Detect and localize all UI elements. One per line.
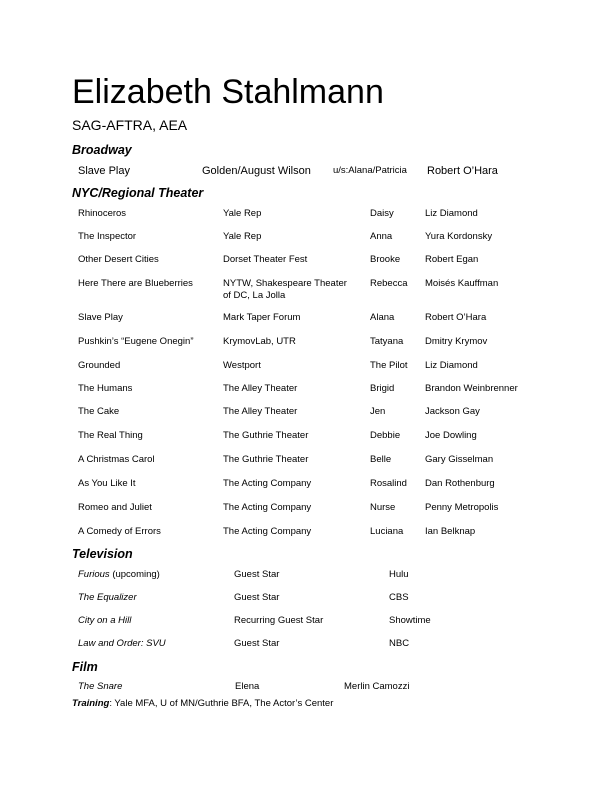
tv-show: Law and Order: SVU [78, 638, 166, 649]
regional-director: Penny Metropolis [425, 502, 499, 513]
regional-theater: The Alley Theater [223, 406, 298, 417]
tv-network: NBC [389, 638, 410, 649]
regional-director: Dmitry Krymov [425, 336, 488, 347]
regional-director: Robert Egan [425, 254, 479, 265]
regional-director: Ian Belknap [425, 526, 476, 537]
regional-role: Rebecca [370, 278, 408, 289]
regional-role: Debbie [370, 430, 401, 441]
regional-theater: The Acting Company [223, 502, 312, 513]
regional-show: Romeo and Juliet [78, 502, 152, 513]
regional-role: Nurse [370, 502, 396, 513]
tv-show-line [78, 638, 166, 650]
training-text: : Yale MFA, U of MN/Guthrie BFA, The Actor’s Center [109, 698, 334, 709]
regional-role: Brooke [370, 254, 401, 265]
regional-director: Joe Dowling [425, 430, 477, 441]
union-affiliations: SAG-AFTRA, AEA [72, 117, 188, 133]
regional-director: Gary Gisselman [425, 454, 494, 465]
tv-network: Hulu [389, 569, 409, 580]
regional-theater: NYTW, Shakespeare Theater [223, 278, 347, 289]
regional-theater: Yale Rep [223, 231, 262, 242]
film-role: Elena [235, 681, 260, 692]
broadway-theater: Golden/August Wilson [202, 165, 311, 177]
regional-role: Anna [370, 231, 393, 242]
regional-theater: The Acting Company [223, 526, 312, 537]
regional-role: Rosalind [370, 478, 407, 489]
broadway-show: Slave Play [78, 165, 130, 177]
tv-show-line [78, 615, 131, 627]
regional-director: Liz Diamond [425, 360, 478, 371]
regional-show: As You Like It [78, 478, 136, 489]
broadway-role: u/s:Alana/Patricia [333, 165, 407, 176]
regional-show: The Inspector [78, 231, 137, 242]
regional-theater: Westport [223, 360, 261, 371]
regional-show: A Christmas Carol [78, 454, 155, 465]
tv-show: City on a Hill [78, 615, 132, 626]
regional-role: Daisy [370, 208, 394, 219]
regional-role: Jen [370, 406, 386, 417]
section-heading-broadway: Broadway [72, 143, 132, 157]
training-label: Training [72, 698, 110, 709]
regional-theater-line2: of DC, La Jolla [223, 290, 286, 301]
regional-show: Here There are Blueberries [78, 278, 193, 289]
regional-role: Brigid [370, 383, 395, 394]
section-heading-film: Film [72, 660, 98, 674]
regional-theater: Mark Taper Forum [223, 312, 301, 323]
film-title: The Snare [78, 681, 123, 692]
regional-show: Grounded [78, 360, 121, 371]
actor-name: Elizabeth Stahlmann [72, 73, 384, 111]
regional-director: Dan Rothenburg [425, 478, 495, 489]
film-director: Merlin Camozzi [344, 681, 410, 692]
regional-director: Liz Diamond [425, 208, 478, 219]
tv-role: Guest Star [234, 638, 280, 649]
regional-theater: KrymovLab, UTR [223, 336, 296, 347]
regional-show: The Cake [78, 406, 120, 417]
regional-theater: The Alley Theater [223, 383, 298, 394]
regional-theater: The Acting Company [223, 478, 312, 489]
regional-show: Slave Play [78, 312, 123, 323]
tv-role: Guest Star [234, 592, 280, 603]
regional-role: Alana [370, 312, 395, 323]
tv-role: Guest Star [234, 569, 280, 580]
tv-show-note: (upcoming) [109, 569, 160, 580]
regional-show: Pushkin’s “Eugene Onegin” [78, 336, 194, 347]
regional-role: Belle [370, 454, 392, 465]
regional-show: A Comedy of Errors [78, 526, 161, 537]
tv-network: Showtime [389, 615, 431, 626]
regional-show: Rhinoceros [78, 208, 127, 219]
regional-director: Yura Kordonsky [425, 231, 493, 242]
training-line [72, 698, 333, 709]
tv-network: CBS [389, 592, 409, 603]
tv-show-line [78, 569, 160, 581]
regional-role: The Pilot [370, 360, 408, 371]
tv-show-line [78, 592, 137, 604]
regional-show: The Humans [78, 383, 133, 394]
regional-director: Robert O’Hara [425, 312, 487, 323]
regional-director: Brandon Weinbrenner [425, 383, 518, 394]
regional-theater: Dorset Theater Fest [223, 254, 308, 265]
regional-director: Jackson Gay [425, 406, 480, 417]
tv-show: Furious [78, 569, 110, 580]
tv-role: Recurring Guest Star [234, 615, 324, 626]
regional-role: Luciana [370, 526, 404, 537]
section-heading-regional: NYC/Regional Theater [72, 186, 204, 200]
broadway-director: Robert O’Hara [427, 165, 498, 177]
regional-show: The Real Thing [78, 430, 143, 441]
regional-theater: Yale Rep [223, 208, 262, 219]
regional-theater: The Guthrie Theater [223, 430, 309, 441]
regional-show: Other Desert Cities [78, 254, 159, 265]
regional-role: Tatyana [370, 336, 404, 347]
regional-theater: The Guthrie Theater [223, 454, 309, 465]
section-heading-television: Television [72, 547, 133, 561]
regional-director: Moisés Kauffman [425, 278, 499, 289]
tv-show: The Equalizer [78, 592, 137, 603]
